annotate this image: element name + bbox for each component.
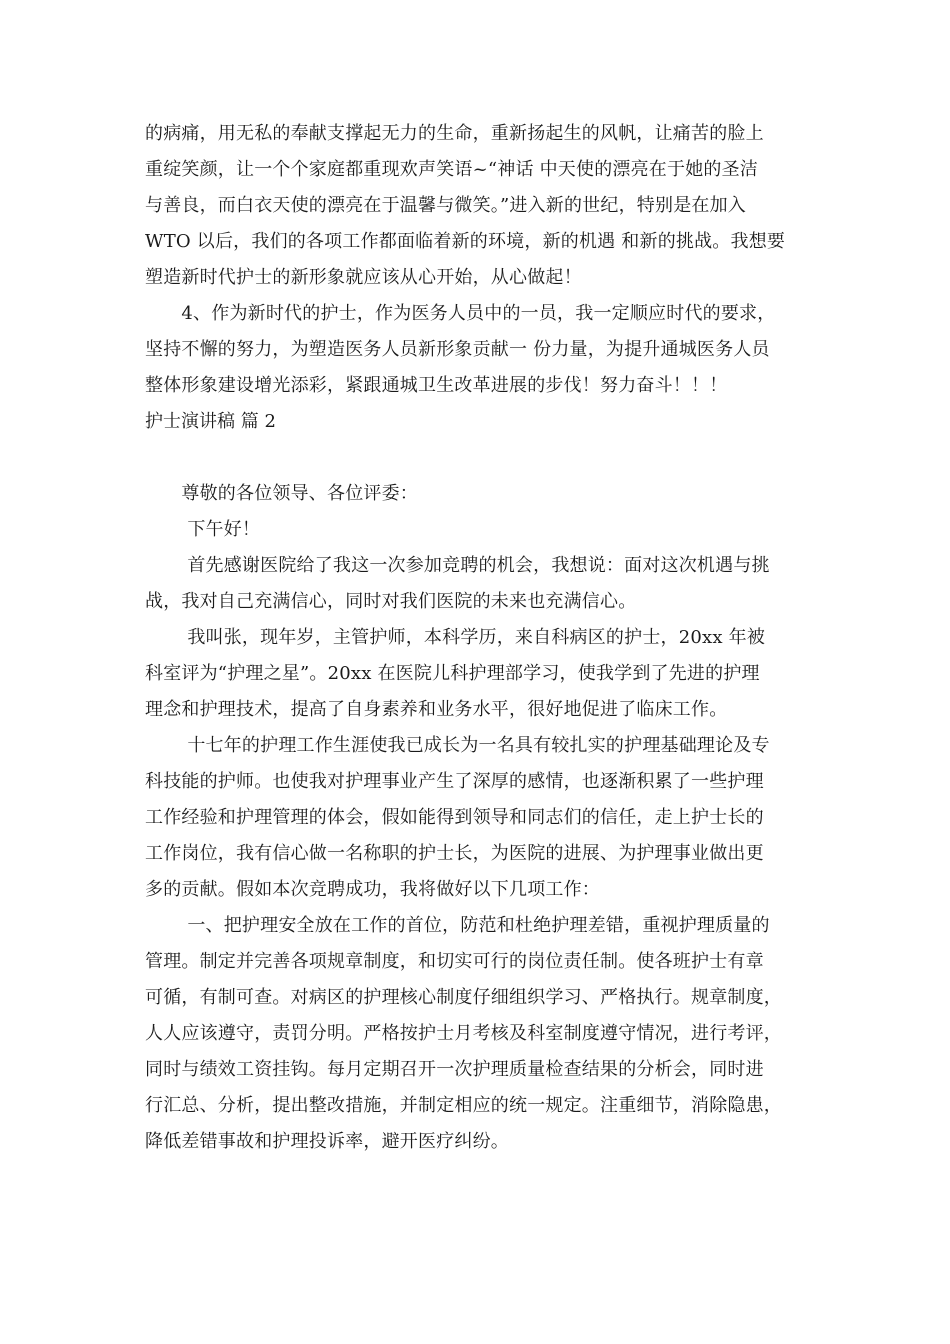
text-line: 4、作为新时代的护士，作为医务人员中的一员，我一定顺应时代的要求， [145, 303, 776, 324]
text-line: 下午好！ [145, 519, 261, 540]
paragraph-block-2 [145, 476, 815, 1160]
text-line: 我叫张，现年岁，主管护师，本科学历，来自科病区的护士，20xx 年被 [145, 627, 766, 648]
text-line: 坚持不懈的努力，为塑造医务人员新形象贡献一 份力量，为提升通城医务人员 [145, 339, 770, 360]
text-line: 塑造新时代护士的新形象就应该从心开始，从心做起！ [145, 267, 582, 288]
section-title: 护士演讲稿 篇 2 [145, 411, 276, 432]
text-line: 战，我对自己充满信心，同时对我们医院的未来也充满信心。 [145, 591, 637, 612]
text-line: 管理。制定并完善各项规章制度，和切实可行的岗位责任制。使各班护士有章 [145, 951, 764, 972]
text-line: 重绽笑颜，让一个个家庭都重现欢声笑语~“神话 中天使的漂亮在于她的圣洁 [145, 159, 759, 180]
paragraph-block-1 [145, 116, 815, 404]
text-line: 科室评为“护理之星”。20xx 在医院儿科护理部学习，使我学到了先进的护理 [145, 663, 760, 684]
text-line: 降低差错事故和护理投诉率，避开医疗纠纷。 [145, 1131, 509, 1152]
document-body [145, 116, 815, 1160]
text-line: 十七年的护理工作生涯使我已成长为一名具有较扎实的护理基础理论及专 [145, 735, 770, 756]
text-line: 整体形象建设增光添彩，紧跟通城卫生改革进展的步伐！努力奋斗！！！ [145, 375, 728, 396]
text-line: 行汇总、分析，提出整改措施，并制定相应的统一规定。注重细节，消除隐患， [145, 1095, 782, 1116]
text-line: 多的贡献。假如本次竞聘成功，我将做好以下几项工作： [145, 879, 600, 900]
text-line: 可循，有制可查。对病区的护理核心制度仔细组织学习、严格执行。规章制度， [145, 987, 782, 1008]
text-line: 工作岗位，我有信心做一名称职的护士长，为医院的进展、为护理事业做出更 [145, 843, 764, 864]
text-line: WTO 以后，我们的各项工作都面临着新的环境，新的机遇 和新的挑战。我想要 [145, 231, 786, 252]
text-line: 工作经验和护理管理的体会，假如能得到领导和同志们的信任，走上护士长的 [145, 807, 764, 828]
text-line: 尊敬的各位领导、各位评委： [145, 483, 418, 504]
blank-line [145, 440, 815, 476]
text-line: 一、把护理安全放在工作的首位，防范和杜绝护理差错，重视护理质量的 [145, 915, 770, 936]
text-line: 的病痛，用无私的奉献支撑起无力的生命，重新扬起生的风帆，让痛苦的脸上 [145, 123, 764, 144]
text-line: 首先感谢医院给了我这一次参加竞聘的机会，我想说：面对这次机遇与挑 [145, 555, 770, 576]
text-line: 科技能的护师。也使我对护理事业产生了深厚的感情，也逐渐积累了一些护理 [145, 771, 764, 792]
text-line: 同时与绩效工资挂钩。每月定期召开一次护理质量检查结果的分析会，同时进 [145, 1059, 764, 1080]
text-line: 与善良，而白衣天使的漂亮在于温馨与微笑。”进入新的世纪，特别是在加入 [145, 195, 746, 216]
text-line: 人人应该遵守，责罚分明。严格按护士月考核及科室制度遵守情况，进行考评， [145, 1023, 782, 1044]
text-line: 理念和护理技术，提高了自身素养和业务水平，很好地促进了临床工作。 [145, 699, 728, 720]
